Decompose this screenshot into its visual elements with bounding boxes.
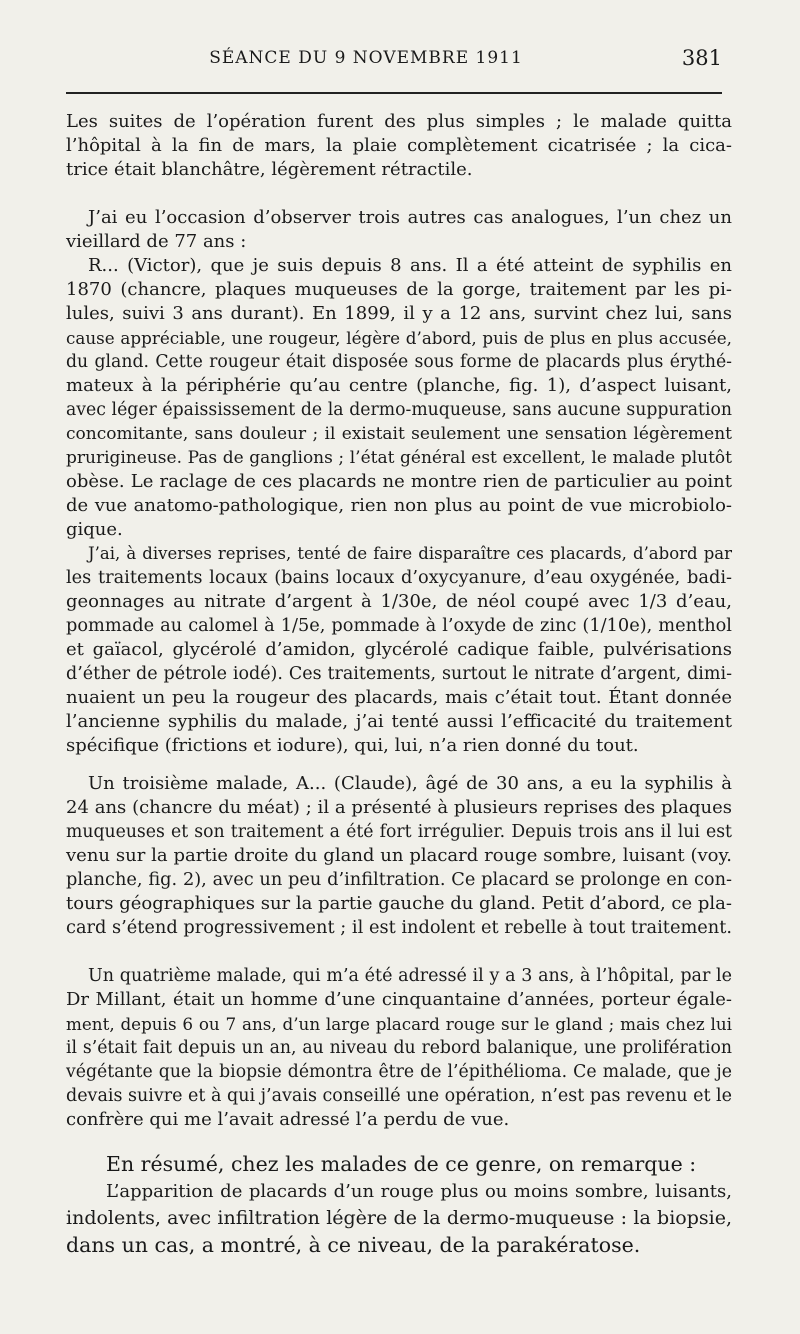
text-line: avec léger épaississement de la dermo-muqueuse, sans aucune suppuration [66, 400, 732, 420]
text-line: concomitante, sans douleur ; il existait seulement une sensation légèrement [66, 424, 732, 444]
text-line: les traitements locaux (bains locaux d’oxycyanure, d’eau oxygénée, badi- [66, 568, 732, 588]
paragraph-summary [66, 1151, 732, 1259]
text-line: Un quatrième malade, qui m’a été adressé il y a 3 ans, à l’hôpital, par le [88, 966, 732, 986]
text-line: confrère qui me l’avait adressé l’a perdu de vue. [66, 1109, 510, 1130]
text-line: Un troisième malade, A... (Claude), âgé de 30 ans, a eu la syphilis à [88, 773, 732, 794]
text-line: obèse. Le raclage de ces placards ne montre rien de particulier au point [66, 471, 732, 492]
paragraph-case-victor [66, 206, 732, 758]
paragraph-operation-outcome [66, 110, 732, 182]
text-line: Les suites de l’opération furent des plus simples ; le malade quitta [66, 111, 732, 132]
text-line: R... (Victor), que je suis depuis 8 ans. Il a été atteint de syphilis en [88, 255, 732, 276]
text-line: l’hôpital à la fin de mars, la plaie complètement cicatrisée ; la cica- [66, 135, 732, 156]
text-line: d’éther de pétrole iodé). Ces traitements, surtout le nitrate d’argent, dimi- [66, 664, 732, 684]
text-line: mateux à la périphérie qu’au centre (planche, fig. 1), d’aspect luisant, [66, 375, 732, 396]
text-line: il s’était fait depuis un an, au niveau du rebord balanique, une prolifération [66, 1038, 732, 1058]
paragraph-fourth-case [66, 964, 732, 1132]
text-line: vieillard de 77 ans : [66, 231, 247, 252]
header-title: SÉANCE DU 9 NOVEMBRE 1911 [209, 48, 523, 68]
text-line: indolents, avec infiltration légère de la dermo-muqueuse : la biopsie, [66, 1207, 732, 1229]
text-line: dans un cas, a montré, à ce niveau, de la parakératose. [66, 1233, 641, 1257]
text-line: Dr Millant, était un homme d’une cinquantaine d’années, porteur égale- [66, 989, 732, 1010]
text-line: J’ai eu l’occasion d’observer trois autres cas analogues, l’un chez un [88, 207, 732, 228]
text-line: geonnages au nitrate d’argent à 1/30e, de néol coupé avec 1/3 d’eau, [66, 591, 732, 612]
text-line: planche, fig. 2), avec un peu d’infiltration. Ce placard se prolonge en con- [66, 870, 732, 890]
text-line: J’ai, à diverses reprises, tenté de faire disparaître ces placards, d’abord par [88, 544, 732, 563]
page-number: 381 [681, 46, 722, 70]
text-line: cause appréciable, une rougeur, légère d’abord, puis de plus en plus accusée, [66, 328, 732, 348]
text-line: spécifique (frictions et iodure), qui, lui, n’a rien donné du tout. [66, 735, 639, 756]
text-line: et gaïacol, glycérolé d’amidon, glycérolé cadique faible, pulvérisations [66, 639, 732, 660]
text-line: prurigineuse. Pas de ganglions ; l’état général est excellent, le malade plutôt [66, 448, 732, 468]
text-line: l’ancienne syphilis du malade, j’ai tenté aussi l’efficacité du traitement [66, 711, 732, 732]
text-line: pommade au calomel à 1/5e, pommade à l’oxyde de zinc (1/10e), menthol [66, 616, 732, 636]
text-line: 1870 (chancre, plaques muqueuses de la gorge, traitement par les pi- [66, 279, 732, 300]
text-line: de vue anatomo-pathologique, rien non plus au point de vue microbiolo- [66, 495, 732, 516]
text-line: trice était blanchâtre, légèrement rétractile. [66, 159, 473, 180]
text-line: L’apparition de placards d’un rouge plus ou moins sombre, luisants, [106, 1181, 732, 1202]
text-line: ment, depuis 6 ou 7 ans, d’un large placard rouge sur le gland ; mais chez lui [66, 1014, 732, 1034]
text-line: 24 ans (chancre du méat) ; il a présenté à plusieurs reprises des plaques [66, 797, 732, 818]
header-rule [66, 92, 722, 94]
text-line: venu sur la partie droite du gland un placard rouge sombre, luisant (voy. [66, 845, 732, 866]
text-line: lules, suivi 3 ans durant). En 1899, il y a 12 ans, survint chez lui, sans [66, 303, 732, 324]
paragraph-case-claude [66, 772, 732, 940]
text-line: végétante que la biopsie démontra être de l’épithélioma. Ce malade, que je [66, 1062, 732, 1082]
text-line: devais suivre et à qui j’avais conseillé une opération, n’est pas revenu et le [66, 1086, 732, 1106]
running-header [66, 48, 722, 82]
text-line: gique. [66, 519, 123, 540]
text-line: du gland. Cette rougeur était disposée sous forme de placards plus érythé- [66, 352, 732, 372]
text-line: En résumé, chez les malades de ce genre, on remarque : [106, 1152, 697, 1176]
text-line: tours géographiques sur la partie gauche du gland. Petit d’abord, ce pla- [66, 893, 732, 914]
text-line: muqueuses et son traitement a été fort irrégulier. Depuis trois ans il lui est [66, 822, 732, 842]
text-line: card s’étend progressivement ; il est indolent et rebelle à tout traitement. [66, 918, 732, 938]
text-line: nuaient un peu la rougeur des placards, mais c’était tout. Étant donnée [66, 687, 732, 708]
